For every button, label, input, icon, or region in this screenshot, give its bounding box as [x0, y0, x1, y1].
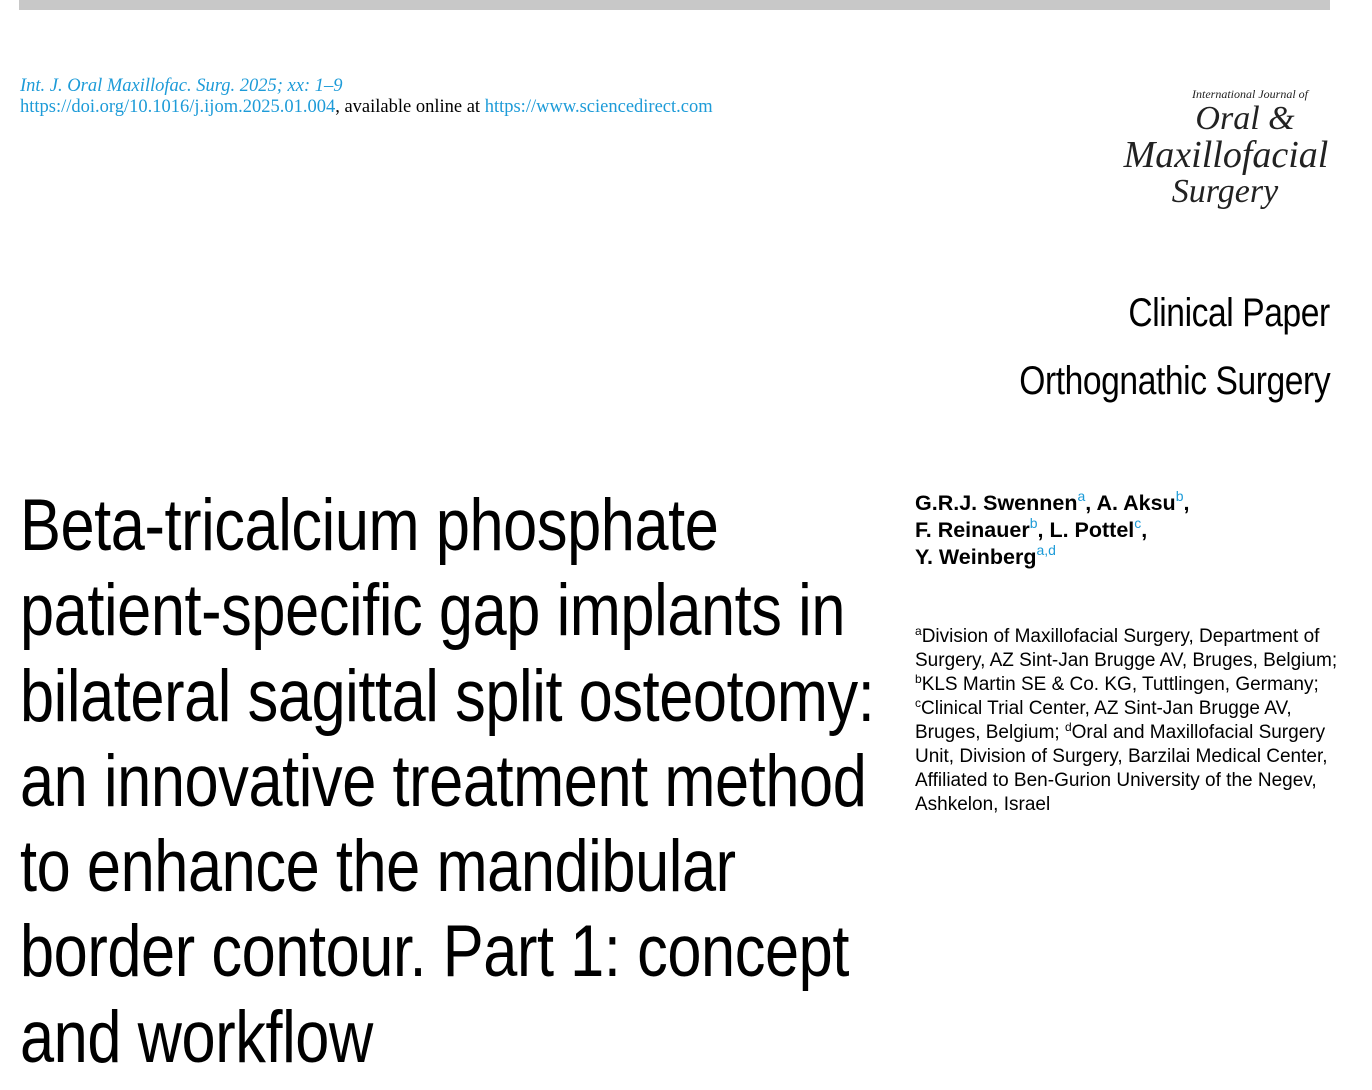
logo-line-2: Oral & [1195, 100, 1295, 137]
affiliation-text: Division of Maxillofacial Surgery, Department of Surgery, AZ Sint-Jan Brugge AV, Bruges, Belgium; [915, 626, 1338, 671]
title-line: border contour. Part 1: concept [20, 911, 849, 993]
author-name: F. Reinauer [915, 518, 1030, 542]
article-type: Clinical Paper [1128, 291, 1330, 335]
logo-line-1: International Journal of [1192, 87, 1308, 101]
paper-title [20, 483, 875, 1080]
author-name: L. Pottel [1049, 518, 1135, 542]
author-separator: , [1183, 491, 1190, 515]
title-line: Beta-tricalcium phosphate [20, 485, 719, 566]
affiliation-label: d [1064, 720, 1072, 734]
title-line: patient-specific gap implants in [20, 570, 846, 652]
author-line [915, 544, 1189, 571]
title-line: bilateral sagittal split osteotomy: [20, 655, 875, 737]
doi-link[interactable]: https://doi.org/10.1016/j.ijom.2025.01.004 [20, 97, 336, 117]
article-subject: Orthognathic Surgery [1019, 359, 1330, 403]
author-separator: , [1141, 518, 1148, 542]
author-affiliation-mark[interactable]: b [1175, 488, 1184, 504]
author-separator: , [1037, 518, 1050, 542]
available-text: , available online at [335, 97, 485, 117]
affiliation-label: b [915, 672, 922, 686]
author-affiliation-mark[interactable]: b [1029, 515, 1038, 531]
affiliation-text: Oral and Maxillofacial Surgery Unit, Division of Surgery, Barzilai Medical Center, Affiliated to Ben-Gurion University of the Negev, Ashkelon, Israel [915, 722, 1328, 815]
citation-block [20, 76, 713, 118]
author-name: G.R.J. Swennen [915, 491, 1078, 515]
logo-line-3: Maxillofacial [1123, 134, 1329, 176]
author-affiliation-mark[interactable]: c [1134, 515, 1142, 531]
author-line [915, 490, 1189, 517]
title-line: an innovative treatment method [20, 740, 867, 822]
affiliation-label: a [915, 624, 922, 638]
author-affiliation-mark[interactable]: a,d [1036, 542, 1056, 558]
author-list [915, 490, 1189, 571]
top-bar [19, 0, 1330, 10]
journal-logo [1123, 86, 1330, 210]
journal-citation: Int. J. Oral Maxillofac. Surg. 2025; xx: 1–9 [20, 76, 343, 96]
title-line: to enhance the mandibular [20, 826, 736, 908]
affiliation-label: c [915, 696, 921, 710]
author-affiliation-mark[interactable]: a [1077, 488, 1086, 504]
affiliations [915, 625, 1345, 817]
sciencedirect-link[interactable]: https://www.sciencedirect.com [484, 97, 713, 117]
doi-line [20, 97, 713, 118]
author-name: Y. Weinberg [915, 545, 1037, 569]
affiliation-text: KLS Martin SE & Co. KG, Tuttlingen, Germany; [921, 674, 1319, 695]
title-line: and workflow [20, 996, 373, 1078]
logo-line-4: Surgery [1171, 173, 1279, 210]
author-name: A. Aksu [1096, 491, 1176, 515]
author-line [915, 517, 1189, 544]
author-separator: , [1085, 491, 1097, 515]
affiliation-text: Clinical Trial Center, AZ Sint-Jan Brugge AV, Bruges, Belgium; [915, 698, 1292, 743]
